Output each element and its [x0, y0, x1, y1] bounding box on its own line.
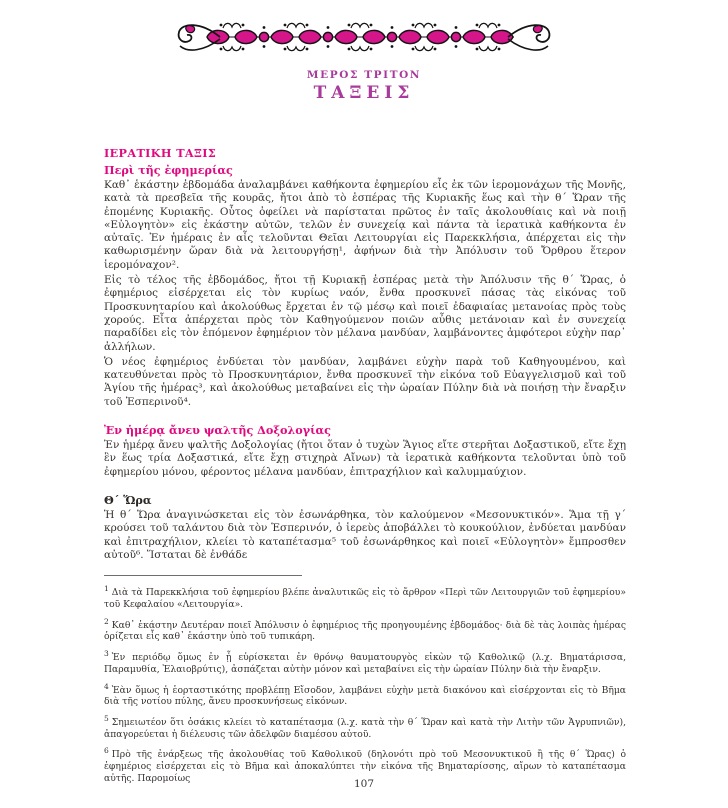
paragraph-ephemeria-2: Εἰς τὸ τέλος τῆς ἑβδομάδος, ἤτοι τῇ Κυριακῇ ἑσπέρας μετὰ τὴν Ἀπόλυσιν τῆς θ´ Ὥρας, ὁ ἐφημέριος εἰσέρχεται εἰς τὸν κυρίως ναόν, ἔνθα προσκυνεῖ πάσας τὰς εἰκόνας τοῦ Προσκυνηταρίου καὶ ἀκολούθως ἔρχεται ἐν τῷ μέσῳ καὶ ποιεῖ ἐδαφιαίας μετανοίας πρὸς τοὺς χορούς. Εἶτα ἀπέρχεται πρὸς τὸν Καθηγούμενον ποιῶν αὖθις μετάνοιαν καὶ ἐν συνεχείᾳ παραδίδει εἰς τὸν ἑπόμενον ἐφημέριον τὸν μέλανα μανδύαν, λαμβάνοντες ἀμφότεροι εὐχὴν παρ᾿ ἀλλήλων. — [104, 274, 626, 353]
page-number: 107 — [353, 778, 375, 790]
footnote-marker: 3 — [104, 649, 109, 659]
footnotes — [104, 583, 626, 785]
footnote — [104, 583, 626, 610]
paragraph-no-doxology: Ἐν ἡμέρᾳ ἄνευ ψαλτῆς Δοξολογίας (ἤτοι ὅταν ὁ τυχὼν Ἅγιος εἴτε στερῆται Δοξαστικοῦ, εἴτε ἔχῃ ἓν ἕως τρία Δοξαστικά, εἴτε ἔχῃ στιχηρὰ Αἴνων) τὰ ἱερατικὰ καθήκοντα τελοῦνται ὑπὸ τοῦ ἐφημερίου μόνου, φέροντος μέλανα μανδύαν, ἐπιτραχήλιον καὶ καλυμμαύχιον. — [104, 439, 626, 478]
paragraph-ephemeria-1: Καθ᾿ ἑκάστην ἑβδομάδα ἀναλαμβάνει καθήκοντα ἐφημερίου εἷς ἐκ τῶν ἱερομονάχων τῆς Μονῆς, κατὰ τὰ πρεσβεῖα τῆς κουρᾶς, ἤτοι ἀπὸ τὸ ἑσπέρας τῆς Κυριακῆς ἕως καὶ τὴν θ´ Ὥραν τῆς ἐπομένης Κυριακῆς. Οὗτος ὀφείλει νὰ παρίσταται πρῶτος ἐν ταῖς ἀκολουθίαις καὶ νὰ ποιῇ «Εὐλογητὸν» εἰς ἑκάστην αὐτῶν, τελῶν ἐν συνεχείᾳ καὶ πάντα τὰ ἱερατικὰ καθήκοντα ἐν αὐταῖς. Ἐν ἡμέραις ἐν αἷς τελοῦνται Θεῖαι Λειτουργίαι εἰς Παρεκκλήσια, ἀπέρχεται εἰς τὴν καθωρισμένην ὥραν διὰ νὰ λειτουργήσῃ¹, ἀφήνων διὰ τὴν Ἀπόλυσιν τοῦ Ὄρθρου ἕτερον ἱερομόναχον². — [104, 179, 626, 271]
footnote — [104, 713, 626, 740]
footnote-text: Καθ᾿ ἑκάστην Δευτέραν ποιεῖ Ἀπόλυσιν ὁ ἐφημέριος τῆς προηγουμένης ἑβδομάδος· διὰ δὲ τὰς λοιπὰς ἡμέρας ὁρίζεται εἷς καθ᾿ ἑκάστην ὑπὸ τοῦ τυπικάρη. — [104, 619, 626, 643]
footnote-marker: 2 — [104, 616, 109, 626]
text-column — [104, 146, 626, 790]
footnote-text: Διὰ τὰ Παρεκκλήσια τοῦ ἐφημερίου βλέπε ἀναλυτικῶς εἰς τὸ ἄρθρον «Περὶ τῶν Λειτουργιῶν τοῦ ἐφημερίου» τοῦ Κεφαλαίου «Λειτουργία». — [104, 587, 626, 610]
floral-ornament-band-icon — [174, 13, 554, 61]
footnote-text: Πρὸ τῆς ἐνάρξεως τῆς ἀκολουθίας τοῦ Καθολικοῦ (δηλονότι πρὸ τοῦ Μεσονυκτικοῦ ἢ τῆς θ´ Ὥρας) ὁ ἐφημέριος εἰσέρχεται εἰς τὸ Βῆμα καὶ ἀποκαλύπτει τὴν εἰκόνα τῆς Βηματαρίσσης, αἴρων τὸ καταπέτασμα αὐτῆς. Παρομοίως — [104, 749, 626, 784]
subsection-heading-ephemeria: Περὶ τῆς ἐφημερίας — [104, 163, 233, 177]
paragraph-ninth-hour: Ἡ θ´ Ὥρα ἀναγινώσκεται εἰς τὸν ἐσωνάρθηκα, τὸν καλούμενον «Μεσονυκτικόν». Ἅμα τῇ γ´ κρούσει τοῦ ταλάντου διὰ τὸν Ἑσπερινόν, ὁ ἱερεὺς ἀποβάλλει τὸ κουκούλιον, ἐνδύεται μανδύαν καὶ ἐπιτραχήλιον, κλείει τὸ καταπέτασμα⁵ τοῦ ἐσωνάρθηκος καὶ ποιεῖ «Εὐλογητὸν» ἔμπροσθεν αὐτοῦ⁶. Ἵσταται δὲ ἐνθάδε — [104, 508, 626, 561]
footnote — [104, 681, 626, 708]
footnote-marker: 6 — [104, 746, 109, 756]
footnote — [104, 648, 626, 675]
footnote-marker: 1 — [104, 584, 109, 594]
footnote-text: Ἐν περιόδῳ ὅμως ἐν ᾗ εὑρίσκεται ἐν θρόνῳ θαυματουργὸς εἰκὼν τῷ Καθολικῷ (λ.χ. Βηματάρισσα, Παραμυθία, Ἐλαιοβρύτις), ἀσπάζεται αὐτὴν μόνον καὶ μεταβαίνει εἰς τὴν ὡραίαν Πύλην διὰ τὴν ἔναρξιν. — [104, 652, 626, 675]
footnote-marker: 4 — [104, 681, 109, 691]
footnote-text: Ἐὰν ὅμως ἡ ἑορταστικότης προβλέπῃ Εἴσοδον, λαμβάνει εὐχὴν μετὰ διακόνου καὶ εἰσέρχονται εἰς τὸ Βῆμα διὰ τῆς νοτίου πύλης, ἄνευ προσκυνήσεως εἰκόνων. — [104, 684, 626, 708]
footnote — [104, 616, 626, 643]
footnote-marker: 5 — [104, 714, 109, 723]
subsection-heading-ninth-hour: Θ´ Ὥρα — [104, 492, 152, 507]
part-label: ΜΕΡΟΣ ΤΡΙΤΟΝ — [306, 69, 422, 81]
page-header — [0, 13, 728, 103]
subsection-heading-no-doxology: Ἐν ἡμέρᾳ ἄνευ ψαλτῆς Δοξολογίας — [104, 423, 331, 438]
footnote-text: Σημειωτέον ὅτι ὁσάκις κλείει τὸ καταπέτασμα (λ.χ. κατὰ τὴν θ´ Ὥραν καὶ κατὰ τὴν Λιτὴν τῶν Ἀγρυπνιῶν), ἀπαγορεύεται ἡ διέλευσις τῶν ἀδελφῶν διαμέσου αὐτοῦ. — [104, 717, 626, 740]
footnote-divider — [104, 575, 302, 576]
part-title: ΤΑΞΕΙΣ — [313, 83, 415, 103]
section-heading-hieratic-order: ΙΕΡΑΤΙΚΗ ΤΑΞΙΣ — [104, 146, 217, 160]
paragraph-ephemeria-3: Ὁ νέος ἐφημέριος ἐνδύεται τὸν μανδύαν, λαμβάνει εὐχὴν παρὰ τοῦ Καθηγουμένου, καὶ κατευθύνεται πρὸς τὸ Προσκυνητάριον, ἔνθα προσκυνεῖ τὴν εἰκόνα τοῦ Εὐαγγελισμοῦ καὶ τοῦ Ἁγίου τῆς ἡμέρας³, καὶ ἀκολούθως μεταβαίνει εἰς τὴν ὡραίαν Πύλην διὰ νὰ ποιήσῃ τὴν ἔναρξιν τοῦ Ἑσπερινοῦ⁴. — [104, 355, 626, 408]
